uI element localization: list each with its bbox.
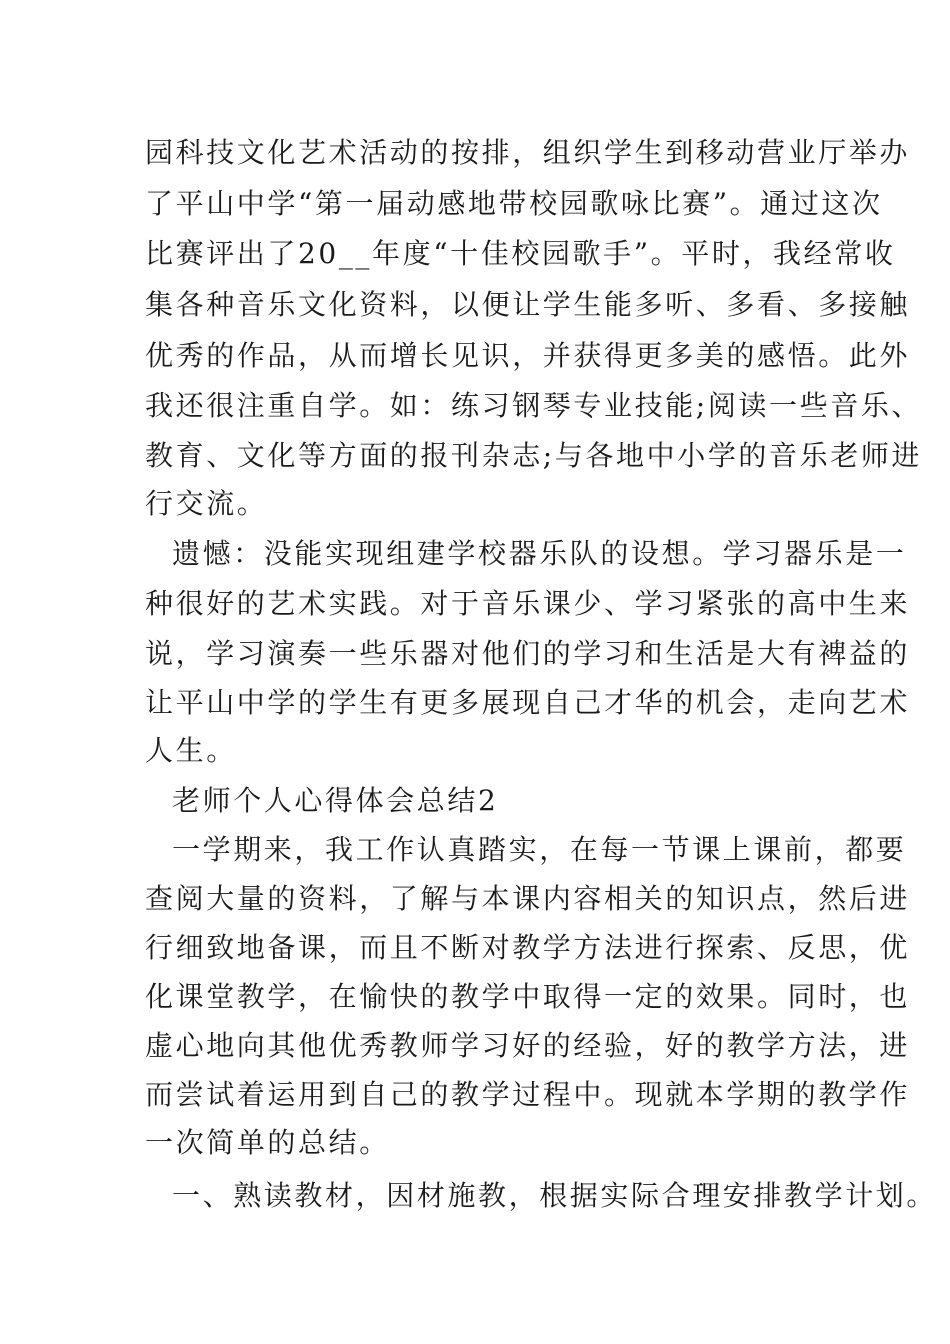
paragraph-1-line-2: 了平山中学“第一届动感地带校园歌咏比赛”。通过这次 [145,187,883,220]
paragraph-3-line-4: 化课堂教学，在愉快的教学中取得一定的效果。同时，也 [145,980,911,1013]
paragraph-3-line-7: 一次简单的总结。 [145,1126,390,1159]
paragraph-2-line-5: 人生。 [145,734,237,767]
paragraph-4-line-1: 一、熟读教材，因材施教，根据实际合理安排教学计划。 [172,1179,938,1212]
paragraph-2-line-2: 种很好的艺术实践。对于音乐课少、学习紧张的高中生来 [145,587,911,620]
paragraph-3-line-1: 一学期来，我工作认真踏实，在每一节课上课前，都要 [172,833,907,866]
paragraph-1-line-8: 行交流。 [145,487,268,520]
paragraph-1-line-6: 我还很注重自学。如：练习钢琴专业技能;阅读一些音乐、 [145,389,923,422]
paragraph-1-line-3: 比赛评出了20__年度“十佳校园歌手”。平时，我经常收 [145,237,896,270]
section-heading: 老师个人心得体会总结2 [172,784,499,817]
paragraph-3-line-6: 而尝试着运用到自己的教学过程中。现就本学期的教学作 [145,1078,911,1111]
paragraph-2-line-1: 遗憾：没能实现组建学校器乐队的设想。学习器乐是一 [172,537,907,570]
paragraph-3-line-2: 查阅大量的资料，了解与本课内容相关的知识点，然后进 [145,882,911,915]
paragraph-1-line-4: 集各种音乐文化资料，以便让学生能多听、多看、多接触 [145,288,911,321]
paragraph-1-line-1: 园科技文化艺术活动的按排，组织学生到移动营业厅举办 [145,136,911,169]
paragraph-2-line-3: 说，学习演奏一些乐器对他们的学习和生活是大有裨益的 [145,637,911,670]
paragraph-3-line-3: 行细致地备课，而且不断对教学方法进行探索、反思，优 [145,931,911,964]
paragraph-1-line-5: 优秀的作品，从而增长见识，并获得更多美的感悟。此外 [145,339,911,372]
paragraph-1-line-7: 教育、文化等方面的报刊杂志;与各地中小学的音乐老师进 [145,439,923,472]
paragraph-2-line-4: 让平山中学的学生有更多展现自己才华的机会，走向艺术 [145,686,911,719]
paragraph-3-line-5: 虚心地向其他优秀教师学习好的经验，好的教学方法，进 [145,1029,911,1062]
